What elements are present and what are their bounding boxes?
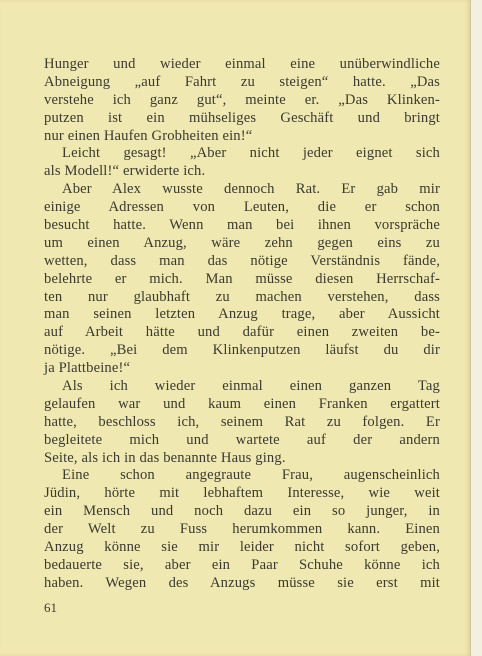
text-line: Eine schon angegraute Frau, augenscheinlich	[62, 467, 440, 484]
text-line: als Modell!“ erwiderte ich.	[44, 163, 206, 180]
text-line: der Welt zu Fuss herumkommen kann. Einen	[44, 521, 440, 538]
text-line: haben. Wegen des Anzugs müsse sie erst mit	[44, 574, 440, 591]
text-line: um einen Anzug, wäre zehn gegen eins zu	[44, 234, 440, 251]
text-line: belehrte er mich. Man müsse diesen Herrschaf-	[44, 270, 440, 287]
text-line: Anzug könne sie mir leider nicht sofort geben,	[44, 539, 440, 556]
text-line: ja Plattbeine!“	[44, 360, 131, 377]
text-line: bedauerte sie, aber ein Paar Schuhe könne ich	[44, 556, 440, 573]
text-line: Leicht gesagt! „Aber nicht jeder eignet sich	[62, 145, 440, 162]
text-line: man seinen letzten Anzug trage, aber Aussicht	[44, 306, 440, 323]
text-line: Als ich wieder einmal einen ganzen Tag	[62, 378, 440, 395]
text-line: ein Mensch und noch dazu ein so junger, in	[44, 503, 440, 520]
body-text	[44, 56, 440, 593]
text-line: begleitete mich und wartete auf der andern	[44, 431, 440, 448]
page-edge	[470, 0, 482, 656]
text-line: wetten, dass man das nötige Verständnis fände,	[44, 252, 440, 269]
text-line: Abneigung „auf Fahrt zu steigen“ hatte. „Das	[44, 73, 440, 90]
text-line: Seite, als ich in das benannte Haus ging.	[44, 449, 286, 466]
text-line: putzen ist ein mühseliges Geschäft und bringt	[44, 109, 440, 126]
text-line: gelaufen war und kaum einen Franken ergattert	[44, 395, 440, 412]
text-line: Hunger und wieder einmal eine unüberwindliche	[44, 56, 440, 72]
text-line: Aber Alex wusste dennoch Rat. Er gab mir	[62, 181, 440, 198]
text-line: besucht hatte. Wenn man bei ihnen vorspräche	[44, 217, 440, 234]
text-line: nötige. „Bei dem Klinkenputzen läufst du dir	[44, 342, 440, 359]
text-line: ten nur glaubhaft zu machen verstehen, dass	[44, 288, 440, 305]
text-line: Jüdin, hörte mit lebhaftem Interesse, wie weit	[44, 485, 440, 502]
text-line: einige Adressen von Leuten, die er schon	[44, 199, 440, 216]
page-number: 61	[44, 600, 57, 615]
text-line: verstehe ich ganz gut“, meinte er. „Das Klinken-	[44, 91, 440, 108]
text-line: auf Arbeit hätte und dafür einen zweiten be-	[44, 324, 440, 341]
text-line: hatte, beschloss ich, seinem Rat zu folgen. Er	[44, 413, 440, 430]
text-line: nur einen Haufen Grobheiten ein!“	[44, 127, 253, 144]
